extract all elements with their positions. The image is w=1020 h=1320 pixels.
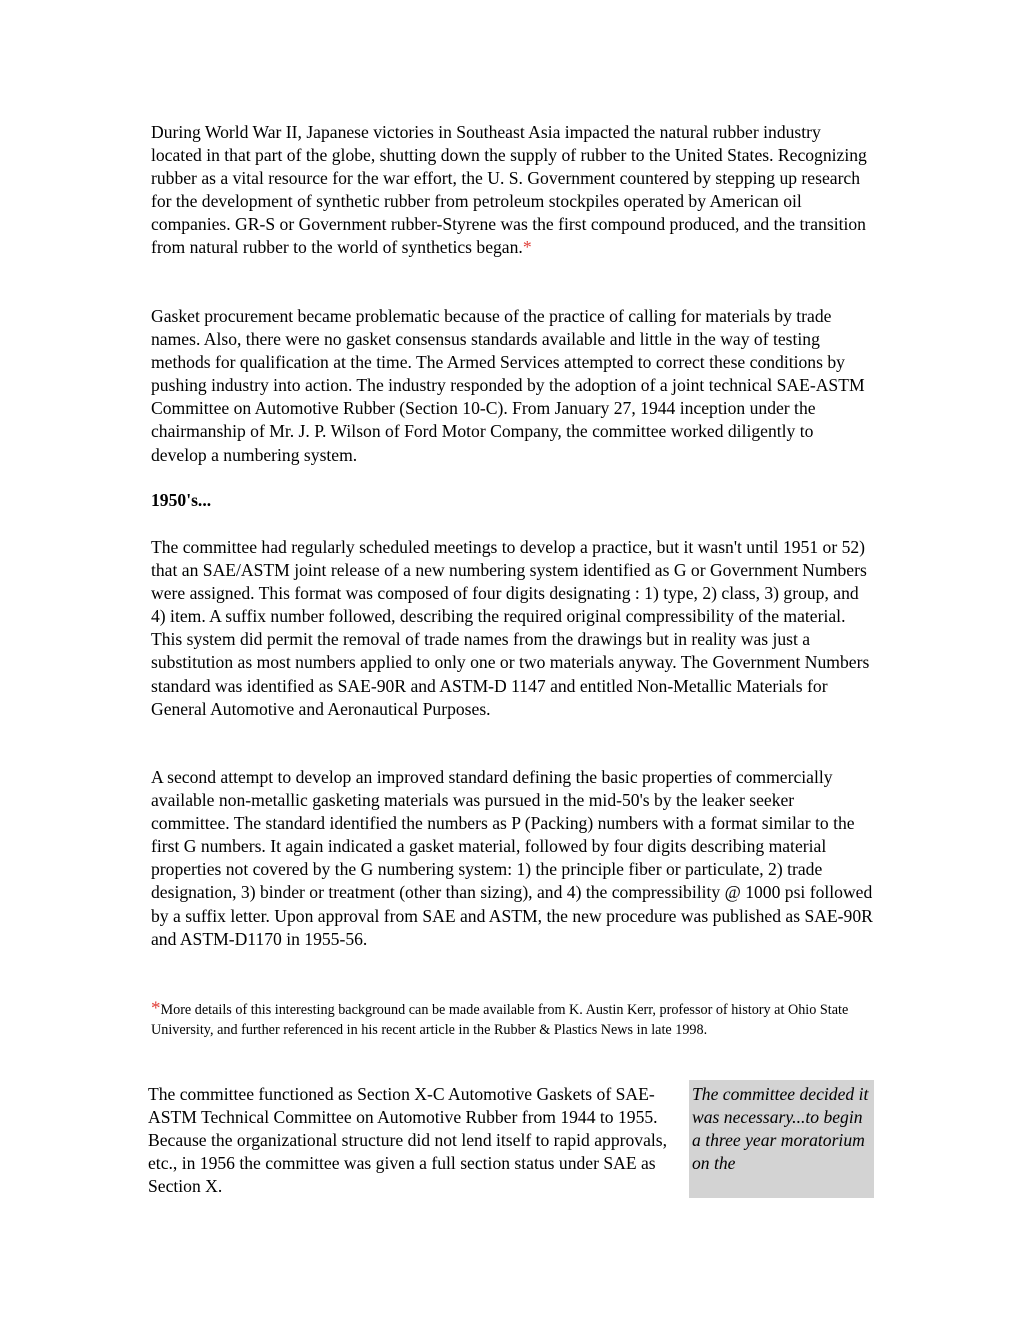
footnote xyxy=(151,999,873,1040)
paragraph-wwii-rubber-text: During World War II, Japanese victories in Southeast Asia impacted the natural rubber industry located in that part of the globe, shutting down the supply of rubber to the United States. Recognizing rubber as a vital resource for the war effort, the U. S. Government countered by stepping up research for the development of synthetic rubber from petroleum stockpiles operated by American oil companies. GR-S or Government rubber-Styrene was the first compound produced, and the transition from natural rubber to the world of synthetics began. xyxy=(151,122,867,258)
footnote-text: More details of this interesting background can be made available from K. Austin Kerr, professor of history at Ohio State University, and further referenced in his recent article in the Rubber & Plastics News in late 1998. xyxy=(151,1002,849,1038)
paragraph-wwii-rubber xyxy=(151,121,873,260)
pull-quote-sidebar xyxy=(689,1080,874,1198)
footnote-marker: * xyxy=(151,998,161,1019)
paragraph-section-x: The committee functioned as Section X-C Automotive Gaskets of SAE-ASTM Technical Committee on Automotive Rubber from 1944 to 1955. Because the organizational structure did not lend itself to rapid approvals, etc., in 1956 the committee was given a full section status under SAE as Section X. xyxy=(148,1084,668,1197)
footnote-reference-marker: * xyxy=(522,237,532,258)
paragraph-g-numbers: The committee had regularly scheduled meetings to develop a practice, but it wasn't until 1951 or 52) that an SAE/ASTM joint release of a new numbering system identified as G or Government Numbers were assigned. This format was composed of four digits designating : 1) type, 2) class, 3) group, and 4) item. A suffix number followed, describing the required original compressibility of the material. This system did permit the removal of trade names from the drawings but in reality was just a substitution as most numbers applied to only one or two materials anyway. The Government Numbers standard was identified as SAE-90R and ASTM-D 1147 and entitled Non-Metallic Materials for General Automotive and Aeronautical Purposes. xyxy=(151,537,870,719)
paragraph-gasket-procurement: Gasket procurement became problematic because of the practice of calling for materials by trade names. Also, there were no gasket consensus standards available and little in the way of testing methods for qualification at the time. The Armed Services attempted to correct these conditions by pushing industry into action. The industry responded by the adoption of a joint technical SAE-ASTM Committee on Automotive Rubber (Section 10-C). From January 27, 1944 inception under the chairmanship of Mr. J. P. Wilson of Ford Motor Company, the committee worked diligently to develop a numbering system. xyxy=(151,306,865,465)
pull-quote-text: The committee decided it was necessary...to begin a three year moratorium on the xyxy=(692,1084,869,1174)
paragraph-p-numbers: A second attempt to develop an improved standard defining the basic properties of commercially available non-metallic gasketing materials was pursued in the mid-50's by the leaker seeker committee. The standard identified the numbers as P (Packing) numbers with a format similar to the first G numbers. It again indicated a gasket material, followed by four digits describing material properties not covered by the G numbering system: 1) the principle fiber or particulate, 2) trade designation, 3) binder or treatment (other than sizing), and 4) the compressibility @ 1000 psi followed by a suffix letter. Upon approval from SAE and ASTM, the new procedure was published as SAE-90R and ASTM-D1170 in 1955-56. xyxy=(151,767,873,949)
section-heading-1950s: 1950's... xyxy=(151,490,212,510)
